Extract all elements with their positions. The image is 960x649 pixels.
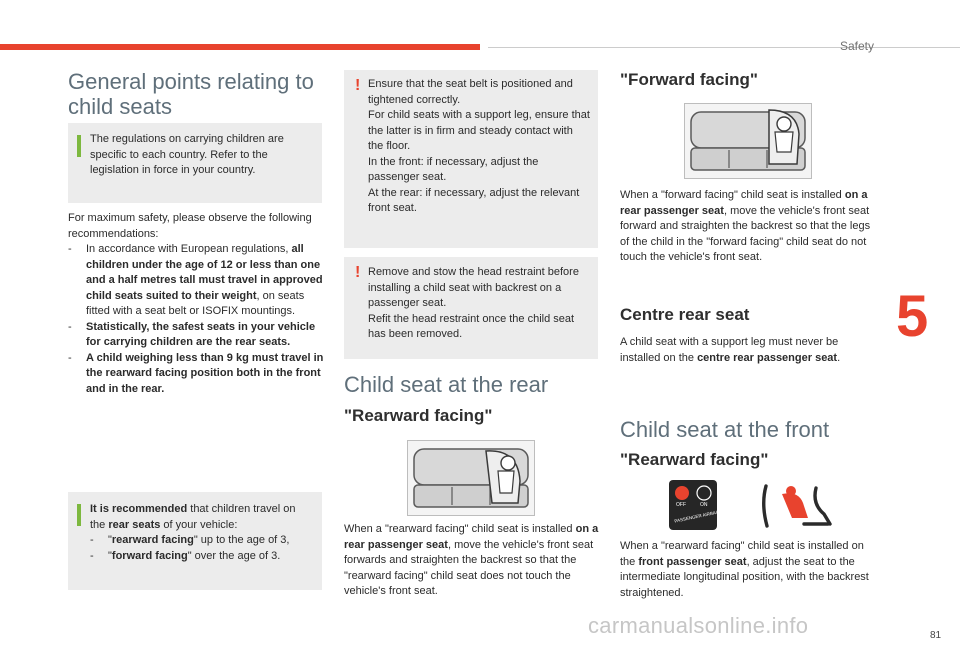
header-rule <box>488 47 960 48</box>
warning-text-5: Remove and stow the head restraint before installing a child seat with backrest on a passenger seat. <box>368 266 579 309</box>
front-rearward-title: "Rearward facing" <box>620 450 769 469</box>
warning-box-head-restraint <box>344 257 598 359</box>
info-box-regulations <box>68 123 322 203</box>
passenger-airbag-panel <box>669 480 720 530</box>
recommended-item-1: - "rearward facing" up to the age of 3, <box>90 533 312 549</box>
recommendation-item-3: - A child weighing less than 9 kg must travel in the rearward facing position both in the front and in the rear. <box>68 351 326 398</box>
warning-text-1: Ensure that the seat belt is positioned and tightened correctly. <box>368 78 573 106</box>
centre-rear-text: A child seat with a support leg must never be installed on the centre rear passenger seat. <box>620 336 841 364</box>
rear-seat-forward-child-seat-icon <box>685 104 811 178</box>
warning-text-2: For child seats with a support leg, ensure that the latter is in firm and steady contact with the floor. <box>368 109 590 152</box>
header-accent-bar <box>0 44 480 50</box>
centre-rear-title: Centre rear seat <box>620 305 750 324</box>
recommendation-item-1: - In accordance with European regulations, all children under the age of 12 or less than one and a half metres tall must travel in approved child seats suited to their weight, on seats fitted with a seat belt or ISOFIX mountings. <box>68 242 326 320</box>
passenger-airbag-label: PASSENGER AIRBAG <box>673 509 720 524</box>
section-label: Safety <box>839 39 874 53</box>
info-regulations-text: The regulations on carrying children are specific to each country. Refer to the legislation in force in your country. <box>90 133 284 176</box>
recommended-text: It is recommended that children travel on the rear seats of your vehicle: <box>90 503 296 531</box>
airbag-off-label: OFF <box>676 502 686 508</box>
warning-text-6: Refit the head restraint once the child seat has been removed. <box>368 312 575 340</box>
recommendations-block <box>68 211 326 397</box>
warning-text-3: In the front: if necessary, adjust the passenger seat. <box>368 155 539 183</box>
child-seat-rearward-icon <box>760 482 834 530</box>
general-title: General points relating to child seats <box>68 69 314 119</box>
warning-text-4: At the rear: if necessary, adjust the relevant front seat. <box>368 186 580 214</box>
page-number: 81 <box>930 630 942 641</box>
front-title: Child seat at the front <box>620 417 830 442</box>
rear-rearward-text: When a "rearward facing" child seat is installed on a rear passenger seat, move the vehicle's front seat forwards and straighten the backrest so that the "rearward facing" child seat does not touch the vehicle's front seat. <box>344 523 599 597</box>
warning-box-seat-belt <box>344 70 598 248</box>
recommendation-item-2: - Statistically, the safest seats in your vehicle for carrying children are the rear seats. <box>68 320 326 351</box>
chapter-number: 5 <box>896 284 929 349</box>
warning-icon: ! <box>355 264 361 281</box>
rear-title: Child seat at the rear <box>344 372 549 397</box>
watermark: carmanualsonline.info <box>588 613 809 638</box>
rear-forward-text: When a "forward facing" child seat is installed on a rear passenger seat, move the vehicle's front seat forward and straighten the backrest so that the legs of the child in the "forward facing" child seat do not touch the vehicle's front seat. <box>620 189 871 263</box>
info-icon <box>77 504 81 526</box>
recommended-item-2: - "forward facing" over the age of 3. <box>90 549 312 565</box>
rear-forward-seat-illustration <box>684 103 812 179</box>
rear-seat-rearward-child-seat-icon <box>408 441 534 515</box>
front-rearward-text: When a "rearward facing" child seat is installed on the front passenger seat, adjust the seat to the intermediate longitudinal position, with the backrest straightened. <box>620 540 869 599</box>
rear-rearward-title: "Rearward facing" <box>344 406 493 425</box>
info-icon <box>77 135 81 157</box>
info-box-recommended <box>68 492 322 590</box>
recommendations-intro: For maximum safety, please observe the following recommendations: <box>68 212 312 240</box>
airbag-on-label: ON <box>700 502 708 508</box>
rearward-child-seat-icon <box>760 482 834 535</box>
warning-icon: ! <box>355 77 361 94</box>
rear-forward-title: "Forward facing" <box>620 70 758 89</box>
rear-rearward-seat-illustration <box>407 440 535 516</box>
